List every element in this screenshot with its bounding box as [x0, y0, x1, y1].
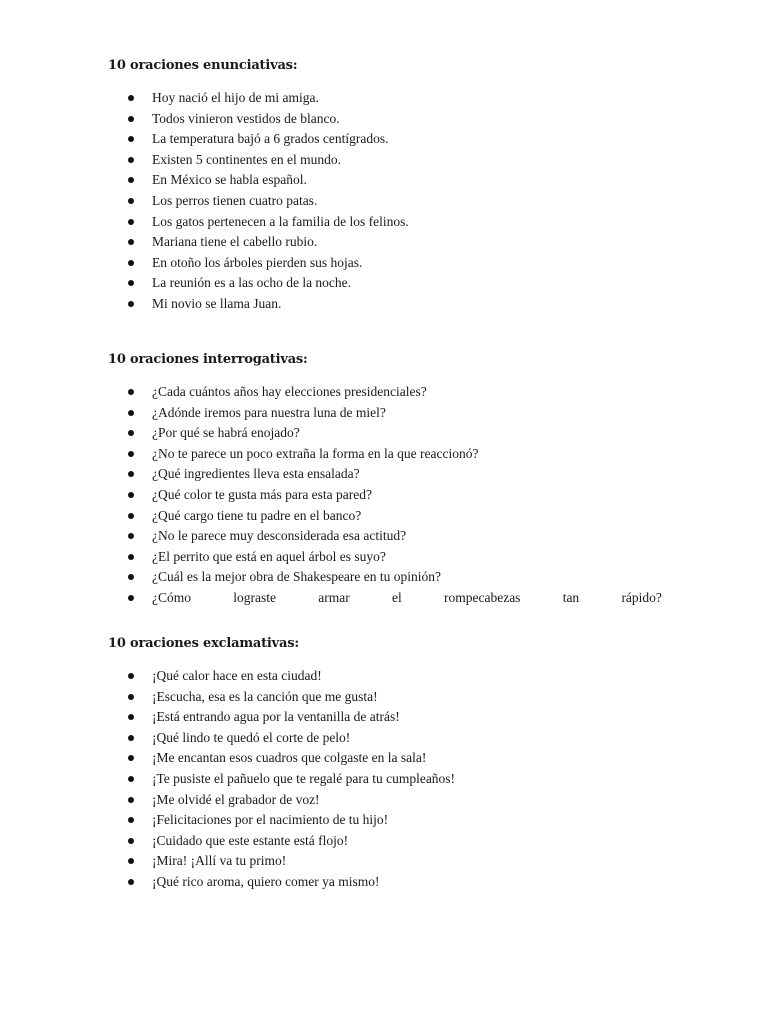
list-item: [108, 273, 664, 294]
list-item-text: ¡Cuidado que este estante está flojo!: [152, 832, 349, 848]
list-item: [108, 88, 664, 109]
list-item: [108, 382, 664, 403]
sentence-list: [108, 382, 664, 609]
list-item: [108, 191, 664, 212]
bullet-icon: [128, 280, 134, 286]
word: ¿Cómo: [152, 589, 191, 605]
list-item-text: Los gatos pertenecen a la familia de los felinos.: [152, 213, 409, 229]
bullet-icon: [128, 260, 134, 266]
list-item-text: ¿Qué ingredientes lleva esta ensalada?: [152, 466, 360, 482]
sentence-list: [108, 88, 664, 315]
list-item: [108, 728, 664, 749]
list-item-text: ¿Qué cargo tiene tu padre en el banco?: [152, 507, 362, 523]
list-item: [108, 232, 664, 253]
list-item: [108, 506, 664, 527]
list-item-text: ¡Qué calor hace en esta ciudad!: [152, 668, 322, 683]
bullet-icon: [128, 239, 134, 245]
list-item: [108, 687, 664, 708]
list-item: [108, 567, 664, 588]
list-item-text: ¿No te parece un poco extraña la forma en la que reaccionó?: [152, 445, 479, 461]
list-item: [108, 707, 664, 728]
list-item-text: Mi novio se llama Juan.: [152, 295, 282, 311]
word: rápido?: [621, 589, 662, 605]
bullet-icon: [128, 776, 134, 782]
bullet-icon: [128, 198, 134, 204]
bullet-icon: [128, 554, 134, 560]
list-item: [108, 748, 664, 769]
list-item-text: ¡Qué lindo te quedó el corte de pelo!: [152, 729, 351, 745]
list-item-text: La reunión es a las ocho de la noche.: [152, 275, 352, 291]
section-interrogativas: [108, 352, 664, 609]
list-item: [108, 109, 664, 130]
section-title: 10 oraciones interrogativas:: [108, 352, 308, 367]
word: el: [391, 589, 402, 605]
list-item-text: Hoy nació el hijo de mi amiga.: [152, 90, 319, 105]
bullet-icon: [128, 755, 134, 761]
bullet-icon: [128, 157, 134, 163]
bullet-icon: [128, 858, 134, 864]
bullet-icon: [128, 838, 134, 844]
list-item-text: ¡Escucha, esa es la canción que me gusta!: [152, 688, 378, 704]
section-title: 10 oraciones exclamativas:: [108, 636, 299, 651]
list-item: [108, 588, 664, 609]
list-item: [108, 526, 664, 547]
bullet-icon: [128, 595, 134, 601]
list-item-text: ¡Me olvidé el grabador de voz!: [152, 791, 320, 807]
list-item: [108, 769, 664, 790]
word: rompecabezas: [443, 589, 521, 605]
list-item: [108, 129, 664, 150]
list-item-text: ¿Qué color te gusta más para esta pared?: [152, 486, 373, 502]
section-enunciativas: [108, 58, 664, 315]
bullet-icon: [128, 116, 134, 122]
bullet-icon: [128, 301, 134, 307]
list-item-text: Existen 5 continentes en el mundo.: [152, 151, 341, 167]
list-item-text: ¡Te pusiste el pañuelo que te regalé para tu cumpleaños!: [152, 770, 456, 786]
list-item: [108, 444, 664, 465]
list-item-text: En México se habla español.: [152, 172, 307, 188]
list-item-text: ¡Me encantan esos cuadros que colgaste en la sala!: [152, 750, 427, 766]
section-title: 10 oraciones enunciativas:: [108, 58, 298, 73]
list-item: [108, 294, 664, 315]
bullet-icon: [128, 735, 134, 741]
bullet-icon: [128, 451, 134, 457]
list-item-text: ¡Está entrando agua por la ventanilla de atrás!: [152, 709, 400, 725]
list-item-text: ¡Felicitaciones por el nacimiento de tu hijo!: [152, 812, 389, 828]
list-item: [108, 464, 664, 485]
bullet-icon: [128, 797, 134, 803]
list-item-text: La temperatura bajó a 6 grados centígrados.: [152, 131, 389, 147]
list-item: [108, 547, 664, 568]
bullet-icon: [128, 817, 134, 823]
list-item: [108, 170, 664, 191]
list-item: [108, 253, 664, 274]
bullet-icon: [128, 694, 134, 700]
word: armar: [318, 589, 350, 605]
bullet-icon: [128, 471, 134, 477]
bullet-icon: [128, 574, 134, 580]
list-item: [108, 150, 664, 171]
list-item: [108, 212, 664, 233]
list-item-text: Los perros tienen cuatro patas.: [152, 192, 318, 208]
list-item: [108, 872, 664, 893]
list-item: [108, 403, 664, 424]
word: lograste: [233, 589, 276, 605]
list-item-text: ¿Por qué se habrá enojado?: [152, 425, 300, 441]
list-item: [108, 790, 664, 811]
bullet-icon: [128, 430, 134, 436]
list-item: [108, 485, 664, 506]
sentence-list: [108, 666, 664, 893]
bullet-icon: [128, 410, 134, 416]
bullet-icon: [128, 879, 134, 885]
list-item-text: ¡Mira! ¡Allí va tu primo!: [152, 853, 287, 869]
list-item-text: ¿Adónde iremos para nuestra luna de miel?: [152, 404, 386, 420]
list-item-text: Mariana tiene el cabello rubio.: [152, 234, 318, 250]
list-item-text: Todos vinieron vestidos de blanco.: [152, 110, 340, 126]
bullet-icon: [128, 492, 134, 498]
list-item: [108, 810, 664, 831]
bullet-icon: [128, 136, 134, 142]
bullet-icon: [128, 714, 134, 720]
word: tan: [562, 589, 580, 605]
list-item: [108, 831, 664, 852]
list-item-text: ¿Cuál es la mejor obra de Shakespeare en tu opinión?: [152, 569, 442, 585]
bullet-icon: [128, 673, 134, 679]
bullet-icon: [128, 389, 134, 395]
list-item-text: ¿Cada cuántos años hay elecciones presidenciales?: [152, 384, 427, 399]
list-item: [108, 423, 664, 444]
bullet-icon: [128, 95, 134, 101]
list-item-text: En otoño los árboles pierden sus hojas.: [152, 254, 363, 270]
bullet-icon: [128, 219, 134, 225]
list-item: [108, 851, 664, 872]
list-item: [108, 666, 664, 687]
bullet-icon: [128, 533, 134, 539]
section-exclamativas: [108, 636, 664, 893]
list-item-text: ¿El perrito que está en aquel árbol es suyo?: [152, 548, 386, 564]
bullet-icon: [128, 177, 134, 183]
bullet-icon: [128, 513, 134, 519]
list-item-text: ¡Qué rico aroma, quiero comer ya mismo!: [152, 873, 380, 889]
list-item-text-justified: [152, 588, 662, 609]
list-item-text: ¿No le parece muy desconsiderada esa actitud?: [152, 528, 407, 544]
